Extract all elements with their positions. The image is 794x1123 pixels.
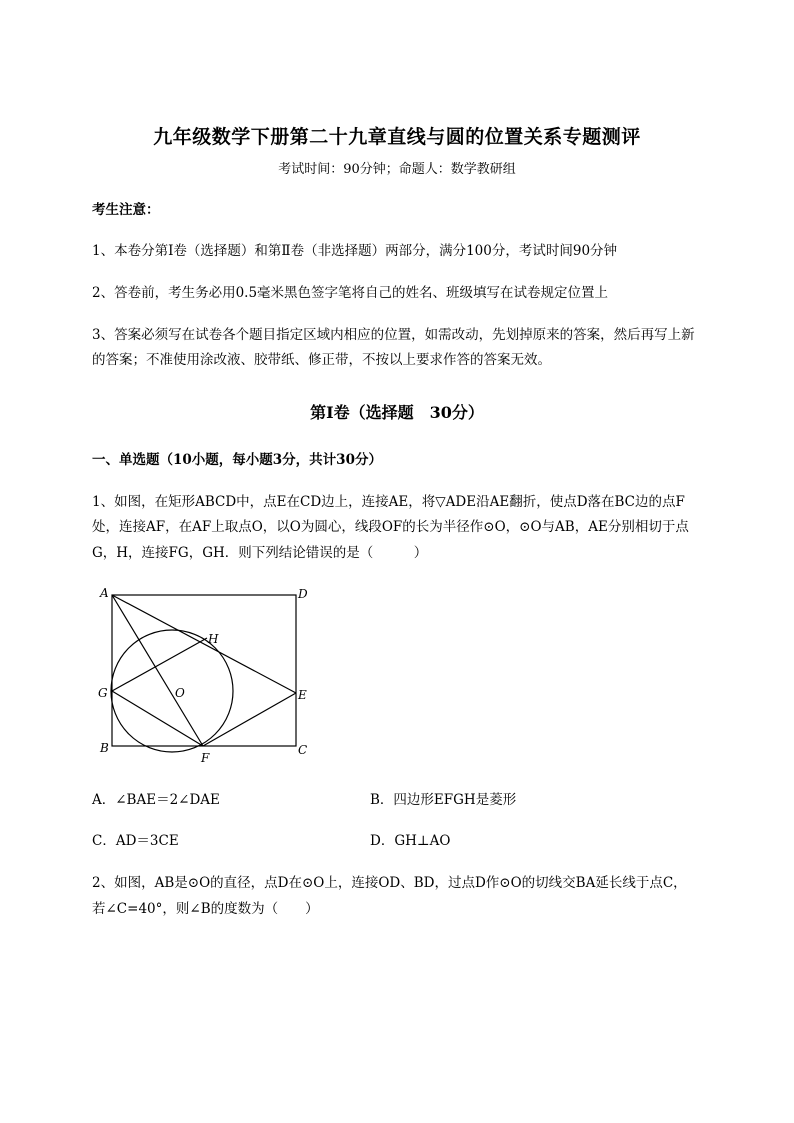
q2-text-line-1: 2、如图，AB是⊙O的直径，点D在⊙O上，连接OD、BD，过点D作⊙O的切线交BA延长线于点C，: [92, 875, 687, 891]
label-h: H: [208, 632, 219, 646]
label-c: C: [298, 743, 308, 757]
segment-af: [112, 595, 203, 746]
label-b: B: [100, 741, 109, 755]
label-g: G: [98, 686, 108, 700]
q1-text-line-2: 处，连接AF，在AF上取点O，以O为圆心，线段OF的长为半径作⊙O，⊙O与AB，AE分别相切于点: [92, 519, 689, 535]
exam-info: 考试时间：90分钟；命题人：数学教研组: [278, 162, 516, 177]
q1-option-c: C．AD＝3CE: [92, 833, 179, 849]
label-o: O: [175, 686, 185, 700]
notice-item-2: 2、答卷前，考生务必用0.5毫米黑色签字笔将自己的姓名、班级填写在试卷规定位置上: [92, 285, 609, 301]
segment-gh: [112, 638, 207, 691]
notice-item-3-line-2: 的答案；不准使用涂改液、胶带纸、修正带，不按以上要求作答的答案无效。: [92, 352, 551, 368]
label-d: D: [298, 587, 308, 601]
label-e: E: [298, 688, 307, 702]
q1-text-line-1: 1、如图，在矩形ABCD中，点E在CD边上，连接AE，将▽ADE沿AE翻折，使点D落在BC边的点F: [92, 494, 685, 510]
notice-item-1: 1、本卷分第Ⅰ卷（选择题）和第Ⅱ卷（非选择题）两部分，满分100分，考试时间90分钟: [92, 243, 618, 259]
q1-text-line-3: G，H，连接FG，GH．则下列结论错误的是（ ）: [92, 545, 428, 561]
part-heading: 一、单选题（10小题，每小题3分，共计30分）: [92, 452, 382, 468]
q2-text-line-2: 若∠C=40°，则∠B的度数为（ ）: [92, 901, 319, 917]
label-a: A: [100, 586, 109, 600]
notice-heading: 考生注意：: [92, 202, 160, 218]
page-title: 九年级数学下册第二十九章直线与圆的位置关系专题测评: [153, 126, 641, 148]
segment-gf: [112, 691, 203, 746]
notice-item-3-line-1: 3、答案必须写在试卷各个题目指定区域内相应的位置，如需改动，先划掉原来的答案，然后再写上新: [92, 327, 695, 343]
q1-option-d: D．GH⊥AO: [370, 833, 451, 849]
q1-option-b: B．四边形EFGH是菱形: [370, 792, 517, 808]
q1-geometry-figure: [90, 582, 320, 772]
rectangle-abcd: [112, 595, 296, 746]
segment-fe: [203, 693, 296, 746]
section-title: 第Ⅰ卷（选择题 30分）: [310, 403, 484, 422]
q1-figure-svg: [90, 582, 320, 772]
segment-ae: [112, 595, 296, 693]
circle-o: [111, 630, 233, 752]
label-f: F: [201, 751, 210, 765]
q1-option-a: A．∠BAE＝2∠DAE: [92, 792, 220, 808]
